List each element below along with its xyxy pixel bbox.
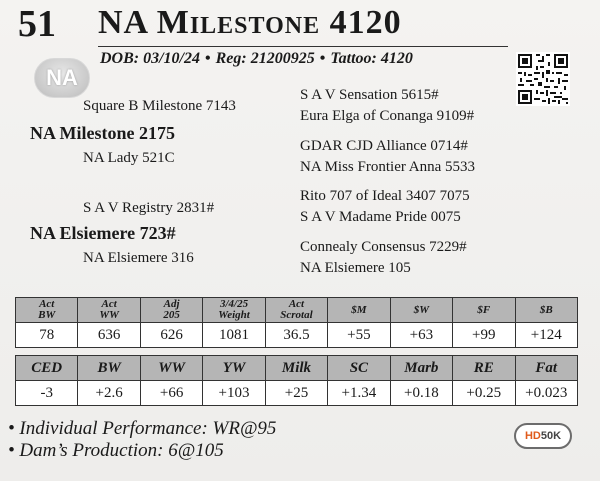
table-cell: +2.6	[78, 381, 140, 406]
column-header-text: RE	[473, 359, 494, 376]
column-header	[203, 356, 265, 381]
dam-sire: S A V Registry 2831#	[83, 200, 215, 216]
column-header	[390, 356, 452, 381]
hd50k-logo	[514, 423, 572, 449]
title-divider	[98, 46, 508, 47]
column-header	[140, 356, 202, 381]
table-cell: +1.34	[328, 381, 390, 406]
sire-dam: NA Lady 521C	[83, 150, 175, 166]
column-header	[390, 298, 452, 323]
column-header-text: Act	[39, 298, 55, 310]
column-header-text: CED	[31, 359, 63, 376]
column-header-text: Adj	[163, 298, 180, 310]
table-cell: +66	[140, 381, 202, 406]
registration-line	[100, 50, 413, 68]
qr-code-icon[interactable]	[516, 52, 570, 106]
table-cell: +0.25	[453, 381, 515, 406]
table-cell: +124	[515, 323, 578, 348]
column-header-text: Marb	[404, 359, 439, 376]
dam-dam-sire: Connealy Consensus 7229#	[300, 239, 467, 255]
tattoo-text: Tattoo: 4120	[330, 50, 413, 67]
column-header	[16, 298, 78, 323]
column-header-text: Milk	[281, 359, 312, 376]
column-header-text: WW	[99, 309, 119, 321]
table-row	[16, 381, 578, 406]
column-header-text: Act	[101, 298, 117, 310]
sire-sire-dam: Eura Elga of Conanga 9109#	[300, 108, 475, 124]
qr-code-graphic	[516, 52, 570, 106]
breeder-badge: NA	[34, 58, 90, 98]
table-header-row	[16, 298, 578, 323]
table-header-row	[16, 356, 578, 381]
table-cell: 36.5	[265, 323, 327, 348]
column-header-text: Fat	[535, 359, 558, 376]
dam-production: • Dam’s Production: 6@105	[8, 440, 224, 461]
column-header-text: Act	[288, 298, 305, 310]
column-header	[265, 356, 327, 381]
table-cell: 636	[78, 323, 140, 348]
column-header	[328, 356, 390, 381]
sire-dam-dam: NA Miss Frontier Anna 5533	[300, 159, 476, 175]
table-cell: +0.18	[390, 381, 452, 406]
table-cell: +0.023	[515, 381, 578, 406]
column-header-text: SC	[349, 359, 369, 376]
table-cell: -3	[16, 381, 78, 406]
column-header	[16, 356, 78, 381]
dam: NA Elsiemere 723#	[30, 223, 176, 243]
column-header-text: WW	[158, 359, 185, 376]
performance-table	[15, 297, 578, 348]
table-cell: +25	[265, 381, 327, 406]
separator-dot: •	[205, 50, 211, 67]
dam-sire-sire: Rito 707 of Ideal 3407 7075	[300, 188, 470, 204]
column-header	[453, 298, 515, 323]
column-header	[453, 356, 515, 381]
separator-dot: •	[319, 50, 326, 67]
table-row	[16, 323, 578, 348]
column-header-text: 3/4/25	[219, 298, 249, 310]
sire-dam-sire: GDAR CJD Alliance 0714#	[300, 138, 468, 154]
sire-sire: Square B Milestone 7143	[83, 98, 236, 114]
table-cell: 78	[16, 323, 78, 348]
dam-dam: NA Elsiemere 316	[83, 250, 194, 266]
column-header-text: $F	[477, 303, 491, 316]
column-header-text: 205	[163, 309, 180, 321]
individual-performance: • Individual Performance: WR@95	[8, 418, 277, 439]
logo-rest-text: 50K	[540, 430, 562, 442]
column-header-text: YW	[222, 359, 246, 376]
logo-hd-text: HD	[524, 430, 541, 442]
column-header	[140, 298, 202, 323]
column-header-text: BW	[38, 309, 56, 321]
table-cell: 1081	[203, 323, 265, 348]
column-header-text: Scrotal	[280, 309, 313, 321]
sire: NA Milestone 2175	[30, 123, 175, 143]
table-cell: +55	[328, 323, 390, 348]
column-header-text: BW	[97, 359, 121, 376]
column-header	[328, 298, 390, 323]
table-cell: 626	[140, 323, 202, 348]
table-cell: +103	[203, 381, 265, 406]
reg-text: Reg: 21200925	[215, 50, 315, 67]
page-title: NA Milestone 4120	[98, 4, 402, 41]
column-header	[515, 298, 578, 323]
dob-text: DOB: 03/10/24	[100, 50, 200, 67]
column-header	[203, 298, 265, 323]
table-cell: +63	[390, 323, 452, 348]
column-header	[515, 356, 578, 381]
dam-sire-dam: S A V Madame Pride 0075	[300, 209, 461, 225]
column-header-text: $B	[539, 303, 553, 316]
column-header-text: $M	[351, 303, 367, 316]
sire-sire-sire: S A V Sensation 5615#	[300, 87, 439, 103]
dam-dam-dam: NA Elsiemere 105	[300, 260, 411, 276]
column-header-text: $W	[413, 303, 429, 316]
column-header	[265, 298, 327, 323]
table-cell: +99	[453, 323, 515, 348]
column-header	[78, 356, 140, 381]
lot-number: 51	[18, 3, 56, 45]
epd-table	[15, 355, 578, 406]
column-header	[78, 298, 140, 323]
column-header-text: Weight	[218, 309, 250, 321]
